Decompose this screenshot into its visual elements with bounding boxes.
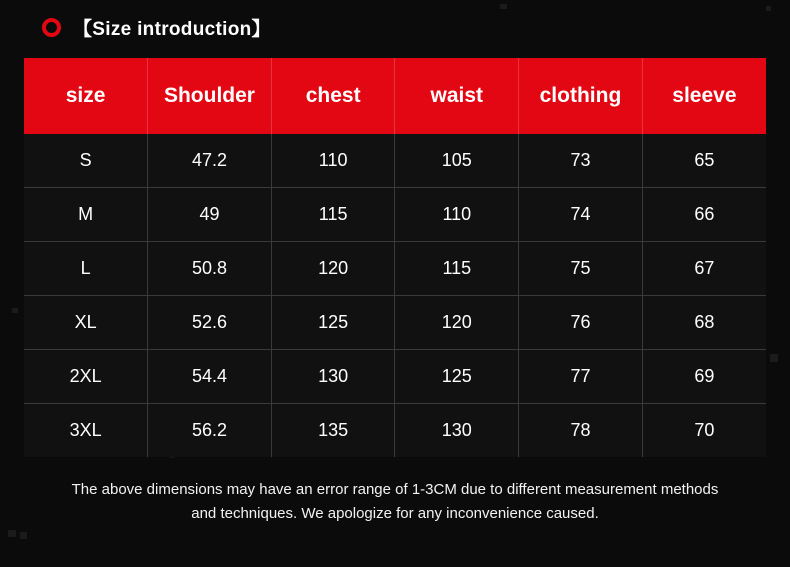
cell-waist: 115	[395, 242, 519, 296]
column-header-chest: chest	[271, 58, 395, 134]
column-header-sleeve: sleeve	[642, 58, 766, 134]
column-header-clothing: clothing	[519, 58, 643, 134]
size-disclaimer: The above dimensions may have an error range of 1-3CM due to different measurement methods and techniques. We apologize for any inconvenience caused.	[71, 481, 719, 522]
ring-icon	[42, 18, 61, 37]
column-header-shoulder: Shoulder	[148, 58, 272, 134]
table-row	[24, 350, 766, 404]
background-speck	[500, 4, 507, 9]
cell-chest: 125	[271, 296, 395, 350]
table-header-row	[24, 58, 766, 134]
size-table-wrapper	[24, 58, 766, 457]
cell-sleeve: 67	[642, 242, 766, 296]
cell-shoulder: 47.2	[148, 134, 272, 188]
cell-sleeve: 70	[642, 404, 766, 458]
cell-shoulder: 56.2	[148, 404, 272, 458]
cell-shoulder: 52.6	[148, 296, 272, 350]
cell-sleeve: 68	[642, 296, 766, 350]
cell-waist: 130	[395, 404, 519, 458]
cell-chest: 115	[271, 188, 395, 242]
cell-size: 3XL	[24, 404, 148, 458]
cell-size: M	[24, 188, 148, 242]
cell-waist: 105	[395, 134, 519, 188]
cell-sleeve: 65	[642, 134, 766, 188]
cell-clothing: 74	[519, 188, 643, 242]
cell-clothing: 75	[519, 242, 643, 296]
background-speck	[20, 532, 27, 539]
cell-size: L	[24, 242, 148, 296]
column-header-waist: waist	[395, 58, 519, 134]
cell-chest: 120	[271, 242, 395, 296]
background-speck	[12, 308, 18, 313]
background-speck	[8, 530, 16, 537]
cell-waist: 125	[395, 350, 519, 404]
cell-clothing: 77	[519, 350, 643, 404]
size-table	[24, 58, 766, 457]
cell-sleeve: 69	[642, 350, 766, 404]
cell-sleeve: 66	[642, 188, 766, 242]
column-header-size: size	[24, 58, 148, 134]
cell-waist: 110	[395, 188, 519, 242]
cell-size: 2XL	[24, 350, 148, 404]
table-row	[24, 404, 766, 458]
table-row	[24, 242, 766, 296]
background-speck	[770, 354, 778, 362]
cell-size: XL	[24, 296, 148, 350]
table-row	[24, 188, 766, 242]
table-row	[24, 134, 766, 188]
cell-clothing: 78	[519, 404, 643, 458]
cell-clothing: 73	[519, 134, 643, 188]
cell-clothing: 76	[519, 296, 643, 350]
cell-chest: 110	[271, 134, 395, 188]
cell-chest: 135	[271, 404, 395, 458]
table-row	[24, 296, 766, 350]
background-speck	[766, 6, 771, 11]
cell-shoulder: 54.4	[148, 350, 272, 404]
section-header	[42, 14, 271, 41]
cell-shoulder: 49	[148, 188, 272, 242]
cell-shoulder: 50.8	[148, 242, 272, 296]
cell-size: S	[24, 134, 148, 188]
page-title: 【Size introduction】	[73, 19, 271, 40]
cell-waist: 120	[395, 296, 519, 350]
cell-chest: 130	[271, 350, 395, 404]
